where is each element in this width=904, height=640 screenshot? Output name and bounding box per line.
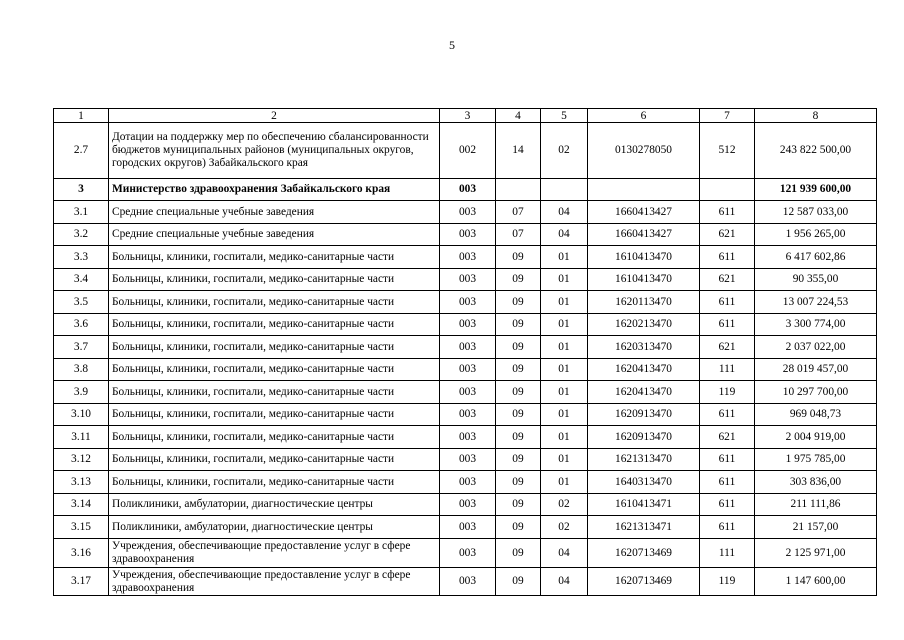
section-cell: 09: [496, 516, 541, 539]
table-row: [54, 269, 877, 291]
amount-cell: 90 355,00: [755, 269, 877, 291]
amount-cell: 13 007 224,53: [755, 291, 877, 314]
expense-type-cell: 111: [700, 539, 755, 568]
target-article-cell: 1620713469: [588, 568, 700, 596]
row-number-cell: 3.2: [54, 224, 109, 246]
header-cell: 3: [440, 109, 496, 123]
subsection-cell: 04: [541, 224, 588, 246]
table-row: [54, 291, 877, 314]
row-name-cell: Больницы, клиники, госпитали, медико-санитарные части: [109, 336, 440, 359]
table-row: [54, 336, 877, 359]
row-number-cell: 3.3: [54, 246, 109, 269]
expense-type-cell: 119: [700, 381, 755, 404]
target-article-cell: 1620413470: [588, 381, 700, 404]
table-row: [54, 224, 877, 246]
section-cell: 09: [496, 568, 541, 596]
row-number-cell: 3.13: [54, 471, 109, 494]
section-cell: 09: [496, 269, 541, 291]
table-row: [54, 404, 877, 426]
page-number: 5: [449, 38, 455, 52]
expense-type-cell: 621: [700, 336, 755, 359]
row-name-cell: Больницы, клиники, госпитали, медико-санитарные части: [109, 404, 440, 426]
amount-cell: 2 004 919,00: [755, 426, 877, 449]
target-article-cell: [588, 179, 700, 201]
section-cell: 09: [496, 539, 541, 568]
target-article-cell: 0130278050: [588, 123, 700, 179]
row-number-cell: 3.11: [54, 426, 109, 449]
subsection-cell: 01: [541, 404, 588, 426]
target-article-cell: 1610413470: [588, 246, 700, 269]
table-row: [54, 246, 877, 269]
row-number-cell: 2.7: [54, 123, 109, 179]
ministry-code-cell: 003: [440, 246, 496, 269]
section-cell: 09: [496, 404, 541, 426]
header-cell: 6: [588, 109, 700, 123]
target-article-cell: 1620913470: [588, 404, 700, 426]
amount-cell: 969 048,73: [755, 404, 877, 426]
ministry-code-cell: 003: [440, 314, 496, 336]
row-name-cell: Больницы, клиники, госпитали, медико-санитарные части: [109, 359, 440, 381]
table-row: [54, 471, 877, 494]
header-cell: 8: [755, 109, 877, 123]
subsection-cell: [541, 179, 588, 201]
ministry-code-cell: 003: [440, 471, 496, 494]
row-number-cell: 3.5: [54, 291, 109, 314]
section-cell: 07: [496, 201, 541, 224]
row-name-cell: Больницы, клиники, госпитали, медико-санитарные части: [109, 426, 440, 449]
amount-cell: 10 297 700,00: [755, 381, 877, 404]
row-number-cell: 3.8: [54, 359, 109, 381]
table-row: [54, 314, 877, 336]
target-article-cell: 1660413427: [588, 224, 700, 246]
row-name-cell: Больницы, клиники, госпитали, медико-санитарные части: [109, 246, 440, 269]
header-cell: 5: [541, 109, 588, 123]
ministry-code-cell: 003: [440, 568, 496, 596]
table-row: [54, 201, 877, 224]
amount-cell: 2 125 971,00: [755, 539, 877, 568]
target-article-cell: 1620913470: [588, 426, 700, 449]
target-article-cell: 1620713469: [588, 539, 700, 568]
ministry-code-cell: 003: [440, 426, 496, 449]
expense-type-cell: 611: [700, 246, 755, 269]
row-number-cell: 3.1: [54, 201, 109, 224]
table-row: [54, 539, 877, 568]
row-number-cell: 3.6: [54, 314, 109, 336]
amount-cell: 12 587 033,00: [755, 201, 877, 224]
ministry-code-cell: 003: [440, 449, 496, 471]
subsection-cell: 01: [541, 449, 588, 471]
row-number-cell: 3.16: [54, 539, 109, 568]
row-name-cell: Больницы, клиники, госпитали, медико-санитарные части: [109, 471, 440, 494]
target-article-cell: 1610413471: [588, 494, 700, 516]
expense-type-cell: 512: [700, 123, 755, 179]
expense-type-cell: 621: [700, 269, 755, 291]
subsection-cell: 01: [541, 359, 588, 381]
row-number-cell: 3.12: [54, 449, 109, 471]
section-cell: 09: [496, 449, 541, 471]
row-name-cell: Средние специальные учебные заведения: [109, 224, 440, 246]
ministry-code-cell: 003: [440, 516, 496, 539]
amount-cell: 243 822 500,00: [755, 123, 877, 179]
expense-type-cell: 611: [700, 404, 755, 426]
section-cell: 09: [496, 291, 541, 314]
amount-cell: 1 147 600,00: [755, 568, 877, 596]
row-number-cell: 3: [54, 179, 109, 201]
section-cell: 14: [496, 123, 541, 179]
header-cell: 1: [54, 109, 109, 123]
expense-type-cell: 611: [700, 494, 755, 516]
subsection-cell: 01: [541, 381, 588, 404]
row-name-cell: Поликлиники, амбулатории, диагностические центры: [109, 494, 440, 516]
row-name-cell: Министерство здравоохранения Забайкальского края: [109, 179, 440, 201]
ministry-code-cell: 003: [440, 291, 496, 314]
table-row: [54, 568, 877, 596]
ministry-code-cell: 003: [440, 336, 496, 359]
section-cell: 07: [496, 224, 541, 246]
section-cell: 09: [496, 471, 541, 494]
row-name-cell: Учреждения, обеспечивающие предоставление услуг в сфере здравоохранения: [109, 568, 440, 596]
ministry-code-cell: 002: [440, 123, 496, 179]
subsection-cell: 02: [541, 123, 588, 179]
expense-type-cell: 111: [700, 359, 755, 381]
row-name-cell: Больницы, клиники, госпитали, медико-санитарные части: [109, 291, 440, 314]
subsection-cell: 02: [541, 516, 588, 539]
amount-cell: 2 037 022,00: [755, 336, 877, 359]
row-number-cell: 3.15: [54, 516, 109, 539]
expense-type-cell: 621: [700, 426, 755, 449]
section-cell: 09: [496, 426, 541, 449]
row-name-cell: Больницы, клиники, госпитали, медико-санитарные части: [109, 269, 440, 291]
expense-type-cell: 611: [700, 201, 755, 224]
target-article-cell: 1621313470: [588, 449, 700, 471]
row-name-cell: Учреждения, обеспечивающие предоставление услуг в сфере здравоохранения: [109, 539, 440, 568]
ministry-code-cell: 003: [440, 494, 496, 516]
subsection-cell: 01: [541, 336, 588, 359]
ministry-code-cell: 003: [440, 539, 496, 568]
target-article-cell: 1620413470: [588, 359, 700, 381]
ministry-code-cell: 003: [440, 224, 496, 246]
budget-table: [53, 108, 877, 596]
row-name-cell: Поликлиники, амбулатории, диагностические центры: [109, 516, 440, 539]
subsection-cell: 01: [541, 471, 588, 494]
row-number-cell: 3.7: [54, 336, 109, 359]
amount-cell: 1 975 785,00: [755, 449, 877, 471]
row-number-cell: 3.9: [54, 381, 109, 404]
amount-cell: 121 939 600,00: [755, 179, 877, 201]
amount-cell: 21 157,00: [755, 516, 877, 539]
row-number-cell: 3.17: [54, 568, 109, 596]
subsection-cell: 04: [541, 201, 588, 224]
table-header-row: [54, 109, 877, 123]
subsection-cell: 02: [541, 494, 588, 516]
table-row: [54, 359, 877, 381]
ministry-code-cell: 003: [440, 359, 496, 381]
target-article-cell: 1660413427: [588, 201, 700, 224]
subsection-cell: 01: [541, 291, 588, 314]
subsection-cell: 01: [541, 269, 588, 291]
expense-type-cell: 621: [700, 224, 755, 246]
section-cell: 09: [496, 314, 541, 336]
table-row: [54, 494, 877, 516]
row-number-cell: 3.10: [54, 404, 109, 426]
amount-cell: 1 956 265,00: [755, 224, 877, 246]
subsection-cell: 04: [541, 568, 588, 596]
target-article-cell: 1620213470: [588, 314, 700, 336]
row-name-cell: Больницы, клиники, госпитали, медико-санитарные части: [109, 449, 440, 471]
table-row: [54, 516, 877, 539]
subsection-cell: 04: [541, 539, 588, 568]
expense-type-cell: 119: [700, 568, 755, 596]
expense-type-cell: 611: [700, 291, 755, 314]
section-cell: 09: [496, 336, 541, 359]
table-row: [54, 123, 877, 179]
header-cell: 7: [700, 109, 755, 123]
amount-cell: 303 836,00: [755, 471, 877, 494]
ministry-code-cell: 003: [440, 269, 496, 291]
table-row: [54, 381, 877, 404]
row-name-cell: Дотации на поддержку мер по обеспечению сбалансированности бюджетов муниципальных районов (муниципальных округов, городских округов) Забайкальского края: [109, 123, 440, 179]
header-cell: 4: [496, 109, 541, 123]
expense-type-cell: 611: [700, 449, 755, 471]
section-cell: 09: [496, 359, 541, 381]
expense-type-cell: 611: [700, 516, 755, 539]
section-cell: [496, 179, 541, 201]
ministry-code-cell: 003: [440, 179, 496, 201]
amount-cell: 211 111,86: [755, 494, 877, 516]
expense-type-cell: [700, 179, 755, 201]
amount-cell: 3 300 774,00: [755, 314, 877, 336]
row-name-cell: Больницы, клиники, госпитали, медико-санитарные части: [109, 381, 440, 404]
row-name-cell: Больницы, клиники, госпитали, медико-санитарные части: [109, 314, 440, 336]
expense-type-cell: 611: [700, 471, 755, 494]
target-article-cell: 1640313470: [588, 471, 700, 494]
row-number-cell: 3.4: [54, 269, 109, 291]
section-cell: 09: [496, 246, 541, 269]
target-article-cell: 1621313471: [588, 516, 700, 539]
subsection-cell: 01: [541, 426, 588, 449]
row-name-cell: Средние специальные учебные заведения: [109, 201, 440, 224]
expense-type-cell: 611: [700, 314, 755, 336]
ministry-code-cell: 003: [440, 404, 496, 426]
header-cell: 2: [109, 109, 440, 123]
table-row: [54, 179, 877, 201]
section-cell: 09: [496, 494, 541, 516]
table-row: [54, 426, 877, 449]
target-article-cell: 1620113470: [588, 291, 700, 314]
section-cell: 09: [496, 381, 541, 404]
amount-cell: 6 417 602,86: [755, 246, 877, 269]
row-number-cell: 3.14: [54, 494, 109, 516]
target-article-cell: 1610413470: [588, 269, 700, 291]
target-article-cell: 1620313470: [588, 336, 700, 359]
amount-cell: 28 019 457,00: [755, 359, 877, 381]
ministry-code-cell: 003: [440, 201, 496, 224]
table-row: [54, 449, 877, 471]
ministry-code-cell: 003: [440, 381, 496, 404]
subsection-cell: 01: [541, 246, 588, 269]
subsection-cell: 01: [541, 314, 588, 336]
